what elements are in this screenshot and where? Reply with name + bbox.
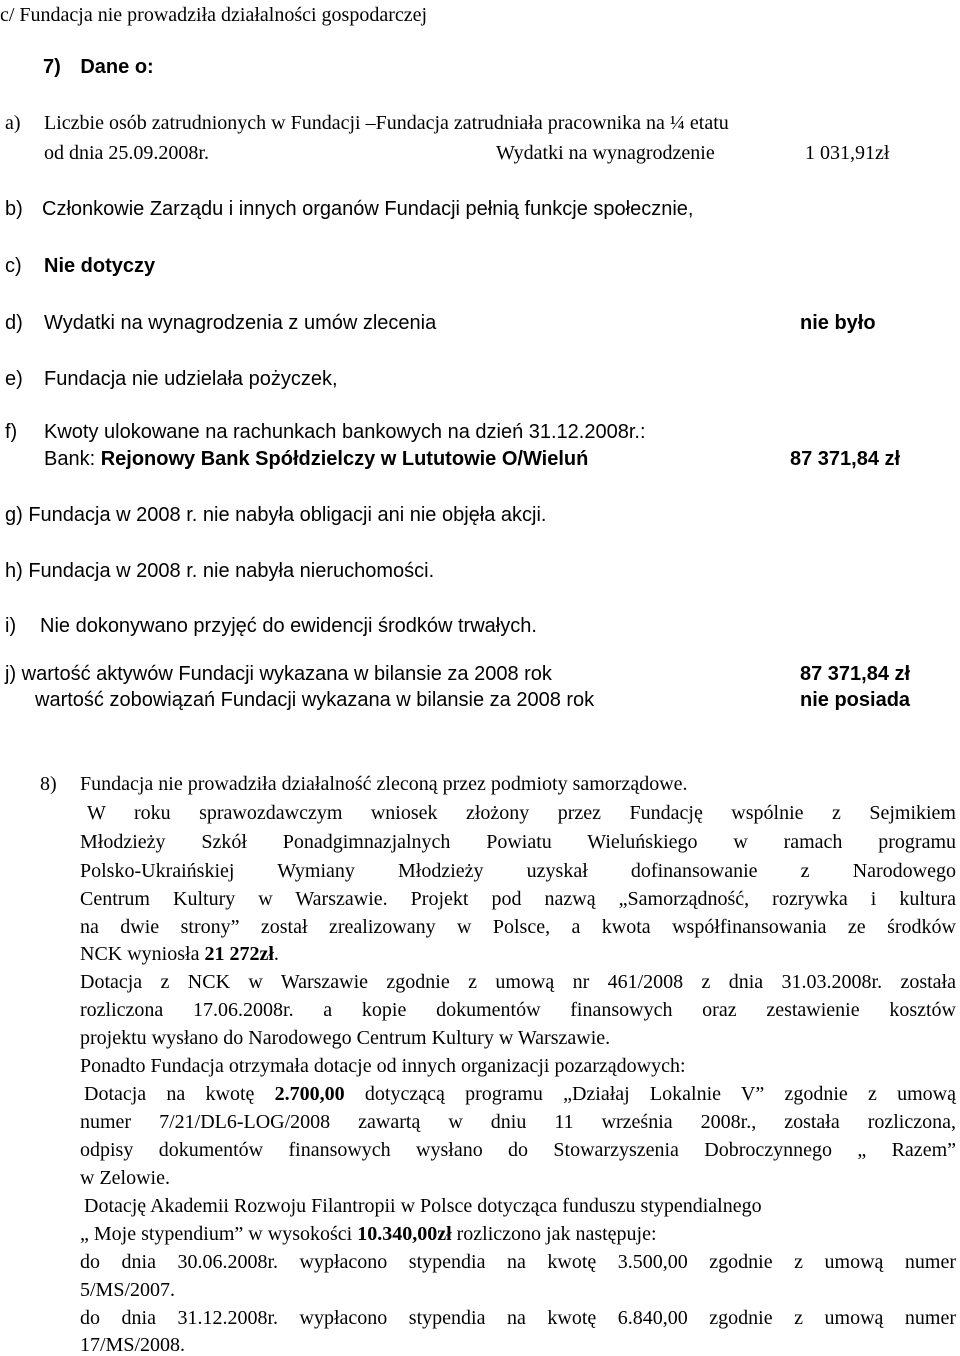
item-b-label: b) [5,198,23,220]
p3-line3: numer 7/21/DL6-LOG/2008 zawartą w dniu 11 września 2008r., została rozliczona, [80,1111,956,1133]
p3-line5: w Zelowie. [80,1167,170,1189]
item-e-text: Fundacja nie udzielała pożyczek, [44,368,338,390]
section-7-title: Dane o: [80,56,154,78]
p4-line3: do dnia 30.06.2008r. wypłacono stypendia na kwotę 3.500,00 zgodnie z umową numer [80,1251,956,1273]
item-d-label: d) [5,312,23,334]
item-j-line2: wartość zobowiązań Fundacji wykazana w bilansie za 2008 rok [35,689,595,711]
item-c-label: c) [5,255,22,277]
p1-line5: na dwie strony” został zrealizowany w Polsce, a kwota współfinansowania ze środków [80,916,956,938]
item-g-text: g) Fundacja w 2008 r. nie nabyła obligacji ani nie objęła akcji. [5,504,547,526]
stypendium-amount: 10.340,00zł [357,1223,452,1245]
stypendium-prefix: „ Moje stypendium” w wysokości [80,1223,358,1245]
item-j-line1: j) wartość aktywów Fundacji wykazana w bilansie za 2008 rok [5,663,552,685]
nck-amount: 21 272zł [204,943,274,965]
item-a-label: a) [5,112,21,134]
dl-amount-prefix: Dotacja na kwotę [84,1083,275,1105]
bank-name: Rejonowy Bank Spółdzielczy w Lututowie O/Wieluń [100,448,589,470]
p2-line1: Dotacja z NCK w Warszawie zgodnie z umową nr 461/2008 z dnia 31.03.2008r. została [80,971,956,993]
p2-line2: rozliczona 17.06.2008r. a kopie dokumentów finansowych oraz zestawienie kosztów [80,999,956,1021]
item-f-label: f) [5,421,18,443]
section-8-title: Fundacja nie prowadziła działalność zleconą przez podmioty samorządowe. [80,773,688,795]
item-f-amount: 87 371,84 zł [790,448,901,470]
p1-line4: Centrum Kultury w Warszawie. Projekt pod nazwą „Samorządność, rozrywka i kultura [80,888,956,910]
item-a-date: od dnia 25.09.2008r. [44,142,209,164]
p4-line5: do dnia 31.12.2008r. wypłacono stypendia na kwotę 6.840,00 zgodnie z umową numer [80,1307,956,1329]
item-d-value: nie było [800,312,876,334]
p3-line2 [84,1084,956,1104]
p3-line1: Ponadto Fundacja otrzymała dotacje od innych organizacji pozarządowych: [80,1055,686,1077]
item-e-label: e) [5,368,23,390]
section-c-text: c/ Fundacja nie prowadziła działalności gospodarczej [0,4,428,26]
item-j-value1: 87 371,84 zł [800,663,911,685]
p3-line4: odpisy dokumentów finansowych wysłano do Stowarzyszenia Dobroczynnego „ Razem” [80,1139,956,1161]
item-a-salary-amount: 1 031,91zł [805,142,890,164]
p4-line1: Dotację Akademii Rozwoju Filantropii w Polsce dotycząca funduszu stypendialnego [84,1195,762,1217]
p4-line4: 5/MS/2007. [80,1279,176,1301]
p4-line6: 17/MS/2008. [80,1334,186,1356]
nck-amount-prefix: NCK wyniosła [80,943,205,965]
p1-line3: Polsko-Ukraińskiej Wymiany Młodzieży uzyskał dofinansowanie z Narodowego [80,860,956,882]
p4-line2 [80,1224,657,1244]
p1-line6 [80,944,279,964]
section-8-number: 8) [40,773,57,795]
section-7-number: 7) [43,56,61,78]
item-a-line1: Liczbie osób zatrudnionych w Fundacji –Fundacja zatrudniała pracownika na ¼ etatu [44,112,729,134]
section-7-heading [43,57,154,77]
item-f-line1: Kwoty ulokowane na rachunkach bankowych na dzień 31.12.2008r.: [44,421,646,443]
item-h-text: h) Fundacja w 2008 r. nie nabyła nieruchomości. [5,560,435,582]
item-b-text: Członkowie Zarządu i innych organów Fundacji pełnią funkcje społecznie, [42,198,694,220]
item-c-text: Nie dotyczy [44,255,156,277]
dl-amount: 2.700,00 [274,1083,345,1105]
p1-line2: Młodzieży Szkół Ponadgimnazjalnych Powiatu Wieluńskiego w ramach programu [80,831,956,853]
item-a-salary-label: Wydatki na wynagrodzenie [496,142,715,164]
item-i-label: i) [5,615,17,637]
p1-line1: W roku sprawozdawczym wniosek złożony przez Fundację wspólnie z Sejmikiem [87,802,956,824]
item-i-text: Nie dokonywano przyjęć do ewidencji środków trwałych. [40,615,537,637]
nck-amount-suffix: . [273,943,279,965]
item-d-text: Wydatki na wynagrodzenia z umów zlecenia [44,312,437,334]
bank-prefix: Bank: [44,448,101,470]
item-f-bank [44,449,588,469]
dl-amount-suffix: dotyczącą programu „Działaj Lokalnie V” zgodnie z umową [344,1083,956,1105]
p2-line3: projektu wysłano do Narodowego Centrum Kultury w Warszawie. [80,1027,611,1049]
item-j-value2: nie posiada [800,689,911,711]
stypendium-suffix: rozliczono jak następuje: [451,1223,657,1245]
